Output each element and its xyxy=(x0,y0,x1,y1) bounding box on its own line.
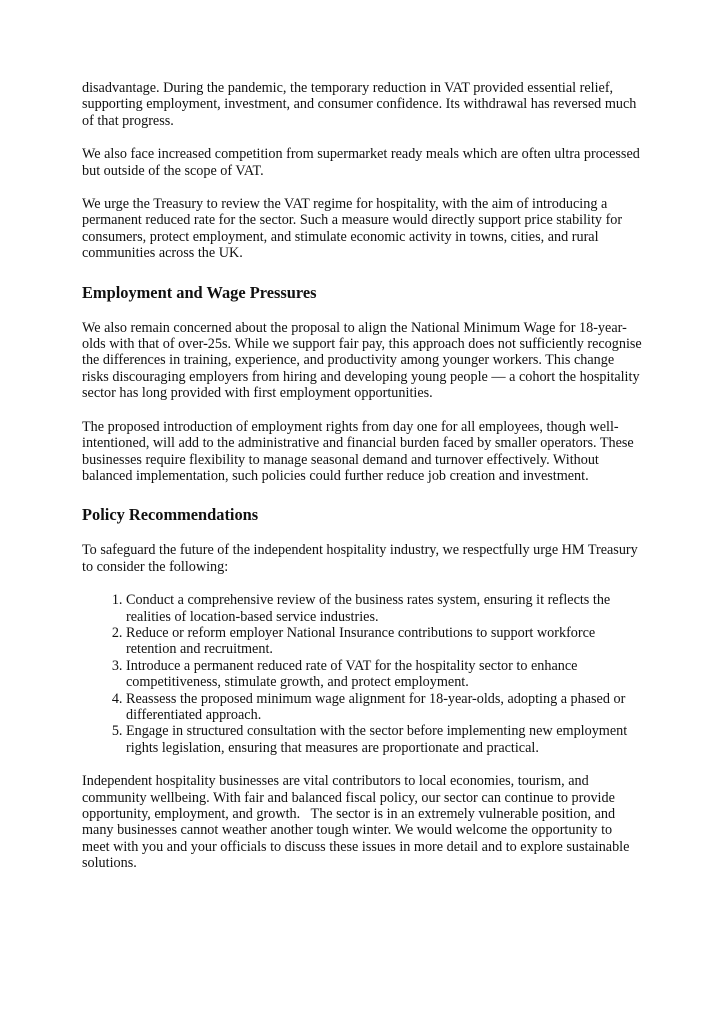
paragraph-vat-review-urge: We urge the Treasury to review the VAT regime for hospitality, with the aim of introducing a permanent reduced rate for the sector. Such a measure would directly support price stability for consumers, protect employment, and stimulate economic activity in towns, cities, and rural communities across the UK. xyxy=(82,196,623,262)
paragraph-policy-intro: To safeguard the future of the independent hospitality industry, we respectfully urge HM Treasury to consider the following: xyxy=(82,542,638,575)
paragraph-supermarket-competition: We also face increased competition from supermarket ready meals which are often ultra processed but outside of the scope of VAT. xyxy=(82,146,640,179)
paragraph-closing: Independent hospitality businesses are vital contributors to local economies, tourism, and community wellbeing. With fair and balanced fiscal policy, our sector can continue to provide opportunity, employment, and growth. The sector is in an extremely vulnerable position, and many businesses cannot weather another tough winter. We would welcome the opportunity to meet with you and your officials to discuss these issues in more detail and to explore sustainable solutions. xyxy=(82,773,633,872)
paragraph-vat-pandemic: disadvantage. During the pandemic, the temporary reduction in VAT provided essential relief, supporting employment, investment, and consumer confidence. Its withdrawal has reversed much of that progress. xyxy=(82,80,637,129)
recommendation-item: 2. Reduce or reform employer National Insurance contributions to support workforce retention and recruitment. xyxy=(126,625,642,658)
recommendation-item: 4. Reassess the proposed minimum wage alignment for 18-year-olds, adopting a phased or differentiated approach. xyxy=(126,691,642,724)
heading-employment-wage-pressures: Employment and Wage Pressures xyxy=(82,282,317,302)
heading-policy-recommendations: Policy Recommendations xyxy=(82,505,259,525)
document-body xyxy=(82,80,642,889)
paragraph-employment-rights: The proposed introduction of employment rights from day one for all employees, though well-intentioned, will add to the administrative and financial burden faced by smaller operators. These businesses require flexibility to manage seasonal demand and turnover effectively. Without balanced implementation, such policies could further reduce job creation and investment. xyxy=(82,418,634,484)
recommendation-item: 5. Engage in structured consultation with the sector before implementing new employment rights legislation, ensuring that measures are proportionate and practical. xyxy=(126,723,642,756)
recommendations-list xyxy=(82,592,642,756)
paragraph-minimum-wage-concern: We also remain concerned about the proposal to align the National Minimum Wage for 18-year-olds with that of over-25s. While we support fair pay, this approach does not sufficiently recognise the differences in training, experience, and productivity among younger workers. This change risks discouraging employers from hiring and developing young people — a cohort the hospitality sector has long provided with first employment opportunities. xyxy=(82,319,642,402)
recommendation-item: 3. Introduce a permanent reduced rate of VAT for the hospitality sector to enhance competitiveness, stimulate growth, and protect employment. xyxy=(126,658,642,691)
recommendation-item: 1. Conduct a comprehensive review of the business rates system, ensuring it reflects the realities of location-based service industries. xyxy=(126,592,642,625)
